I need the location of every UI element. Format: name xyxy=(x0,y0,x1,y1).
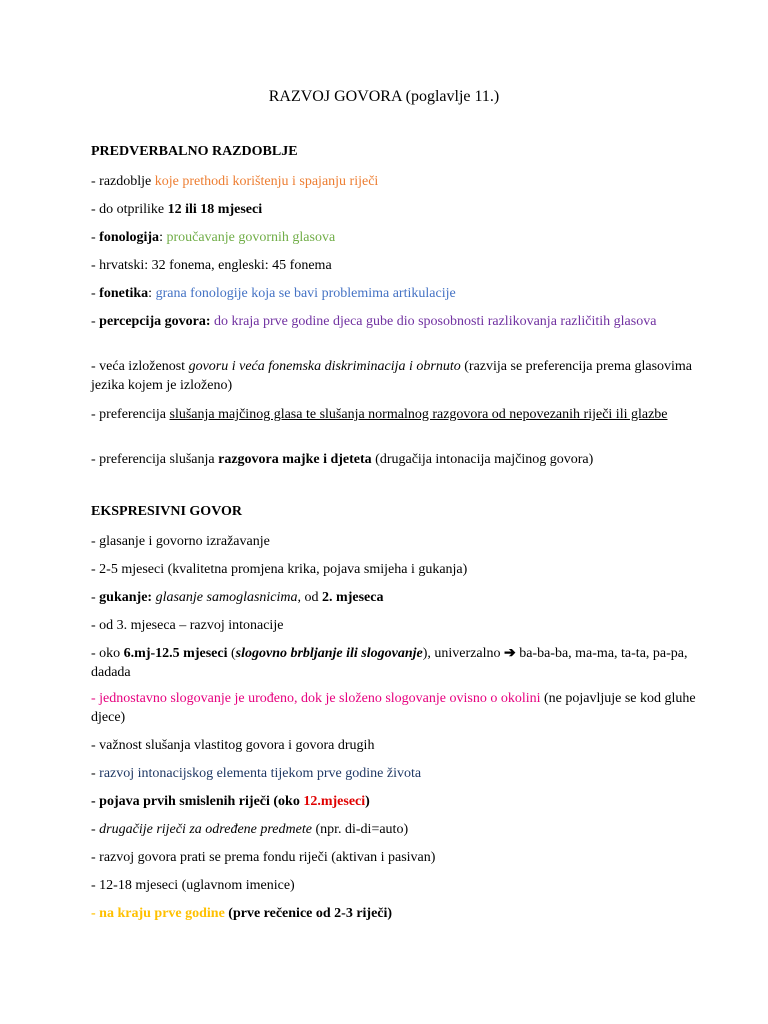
text: (razvija se preferencija prema glasovima jezika kojem je izloženo) xyxy=(91,359,693,393)
bold-text: gukanje: xyxy=(99,590,153,605)
list-item xyxy=(91,200,706,219)
italic-text: govoru i veća fonemska diskriminacija i obrnuto xyxy=(188,359,461,374)
list-item xyxy=(91,904,706,923)
list-item xyxy=(91,644,706,682)
text: - preferencija slušanja xyxy=(91,452,219,467)
section-heading-predverbalno: PREDVERBALNO RAZDOBLJE xyxy=(91,144,298,159)
document-title: RAZVOJ GOVORA (poglavlje 11.) xyxy=(268,88,500,105)
bold-text: ) xyxy=(365,794,370,809)
highlight-text: 12.mjeseci xyxy=(303,794,366,809)
list-item xyxy=(91,532,706,551)
highlight-text: razvoj intonacijskog elementa tijekom prve godine života xyxy=(99,766,422,781)
text: - veća izloženost xyxy=(91,359,189,374)
text: - razvoj govora prati se prema fondu riječi (aktivan i pasivan) xyxy=(91,850,436,865)
list-item xyxy=(91,736,706,755)
list-item xyxy=(91,792,706,811)
list-item xyxy=(91,172,706,191)
list-item xyxy=(91,405,706,424)
list-item xyxy=(91,312,706,331)
text: - do otprilike xyxy=(91,202,168,217)
list-item xyxy=(91,689,706,727)
text: ), univerzalno xyxy=(422,646,504,661)
list-item xyxy=(91,256,706,275)
text: - od 3. mjeseca – razvoj intonacije xyxy=(91,618,284,633)
list-item xyxy=(91,357,706,395)
text: (drugačija intonacija majčinog govora) xyxy=(371,452,594,467)
text: - xyxy=(91,766,100,781)
highlight-text: grana fonologije koja se bavi problemima artikulacije xyxy=(155,286,456,301)
text: - 2-5 mjeseci (kvalitetna promjena krika, pojava smijeha i gukanja) xyxy=(91,562,468,577)
text: - razdoblje xyxy=(91,174,155,189)
text: , od xyxy=(297,590,323,605)
text: - preferencija xyxy=(91,407,170,422)
highlight-text: proučavanje govornih glasova xyxy=(166,230,336,245)
highlight-text: - xyxy=(91,906,100,921)
italic-text: glasanje samoglasnicima xyxy=(155,590,298,605)
bold-text: 6.mj-12.5 mjeseci xyxy=(123,646,228,661)
text: - xyxy=(91,590,100,605)
bold-text: (prve rečenice od 2-3 riječi) xyxy=(224,906,393,921)
text: (ne pojavljuje se kod gluhe djece) xyxy=(91,691,696,725)
highlight-text: koje prethodi korištenju i spajanju riječi xyxy=(154,174,379,189)
underlined-text: slušanja majčinog glasa te slušanja normalnog razgovora od nepovezanih riječi ili glazbe xyxy=(169,407,668,422)
list-item xyxy=(91,228,706,247)
section-heading-ekspresivni: EKSPRESIVNI GOVOR xyxy=(91,504,243,519)
text: (npr. di-di=auto) xyxy=(311,822,409,837)
text: : xyxy=(159,230,167,245)
list-item xyxy=(91,820,706,839)
text: - xyxy=(91,230,100,245)
list-item xyxy=(91,848,706,867)
text: ( xyxy=(227,646,236,661)
highlight-text: na kraju prve godine xyxy=(99,906,225,921)
text: - važnost slušanja vlastitog govora i govora drugih xyxy=(91,738,375,753)
list-item xyxy=(91,588,706,607)
bold-text: - pojava prvih smislenih riječi (oko xyxy=(91,794,304,809)
text: - hrvatski: 32 fonema, engleski: 45 fonema xyxy=(91,258,332,273)
list-item xyxy=(91,560,706,579)
text: - xyxy=(91,314,100,329)
bold-text: percepcija govora: xyxy=(99,314,211,329)
text: - xyxy=(91,286,100,301)
bold-italic-text: slogovno brbljanje ili slogovanje xyxy=(235,646,423,661)
text: ba-ba-ba, ma-ma, ta-ta, pa-pa, dadada xyxy=(91,646,688,680)
italic-text: - drugačije riječi za određene predmete xyxy=(91,822,312,837)
highlight-text: do kraja prve godine djeca gube dio sposobnosti razlikovanja različitih glasova xyxy=(210,314,657,329)
list-item xyxy=(91,876,706,895)
highlight-text: - jednostavno slogovanje je urođeno, dok je složeno slogovanje ovisno o okolini xyxy=(91,691,541,706)
text: - oko xyxy=(91,646,124,661)
text: - glasanje i govorno izražavanje xyxy=(91,534,270,549)
bold-text: 12 ili 18 mjeseci xyxy=(167,202,263,217)
bold-text: razgovora majke i djeteta xyxy=(218,452,372,467)
bold-text: fonologija xyxy=(99,230,160,245)
bold-text: 2. mjeseca xyxy=(322,590,384,605)
list-item xyxy=(91,284,706,303)
list-item xyxy=(91,450,706,469)
text: - 12-18 mjeseci (uglavnom imenice) xyxy=(91,878,295,893)
list-item xyxy=(91,616,706,635)
bold-text: fonetika xyxy=(99,286,149,301)
arrow-right-icon: ➔ xyxy=(503,646,516,661)
list-item xyxy=(91,764,706,783)
text: : xyxy=(148,286,156,301)
